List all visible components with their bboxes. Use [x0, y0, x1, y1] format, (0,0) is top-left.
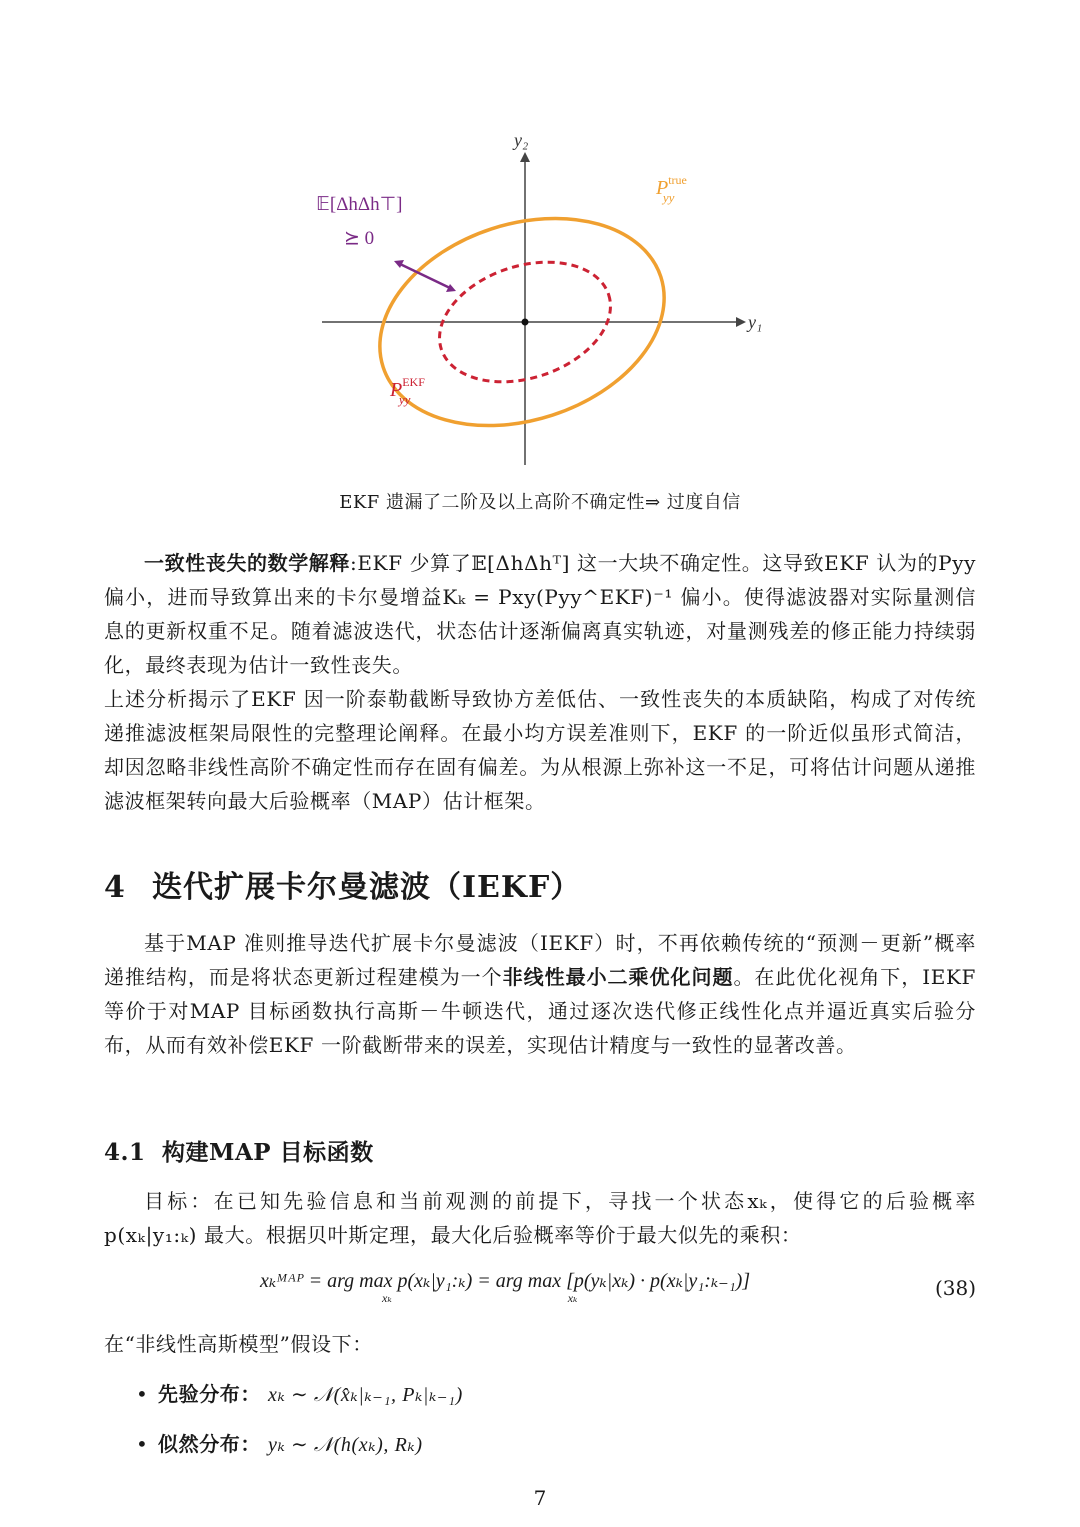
axis-y-label: y₂ — [514, 130, 529, 150]
subsection-number: 4.1 — [104, 1139, 146, 1166]
subsection-title: 构建MAP 目标函数 — [162, 1139, 374, 1166]
bullet-likelihood: • 似然分布： yₖ ∼ 𝒩(h(xₖ), Rₖ) — [136, 1432, 423, 1456]
paragraph-analysis: 上述分析揭示了EKF 因一阶泰勒截断导致协方差低估、一致性丧失的本质缺陷，构成了对传统递推滤波框架局限性的完整理论阐释。在最小均方误差准则下，EKF 的一阶近似虽形式简洁，却因忽略非线性高阶不确定性而存在固有偏差。为从根源上弥补这一不足，可将估计问题从递推滤波框架转向最大后验概率（MAP）估计框架。 — [104, 687, 976, 813]
bullet-prior: • 先验分布： xₖ ∼ 𝒩(x̂ₖ|ₖ₋₁, Pₖ|ₖ₋₁) — [136, 1382, 463, 1406]
x-axis-arrow — [736, 317, 746, 327]
ekf-covariance-label: $P^{EKF}$ yy — [390, 375, 425, 407]
covariance-ellipse-figure — [300, 120, 780, 480]
origin-point — [522, 319, 529, 326]
argmax-subscript-1: xₖ — [382, 1291, 392, 1305]
y-axis-arrow — [520, 152, 530, 162]
bullet-label: 似然分布： — [158, 1432, 261, 1456]
text-after: 。在此优化视角下，IEKF 等价于对MAP 目标函数执行高斯－牛顿迭代，通过逐次迭代修正线性化点并逼近真实后验分布，从而有效补偿EKF 一阶截断带来的误差，实现估计精度与一致性的显著改善。 — [104, 965, 976, 1057]
bullet-math: xₖ ∼ 𝒩(x̂ₖ|ₖ₋₁, Pₖ|ₖ₋₁) — [267, 1384, 463, 1406]
paragraph-iekf — [104, 926, 976, 1062]
paragraph-consistency — [104, 546, 976, 682]
bold-phrase: 非线性最小二乘优化问题 — [502, 965, 734, 989]
section-number: 4 — [104, 870, 126, 905]
subsection-heading — [104, 1134, 374, 1167]
equation-38 — [260, 1268, 820, 1306]
bullet-label: 先验分布： — [158, 1382, 261, 1406]
true-covariance-label: $P^{true}$ yy — [656, 173, 687, 205]
paragraph-text: :EKF 少算了𝔼[ΔhΔhᵀ] 这一大块不确定性。这导致EKF 认为的Pyy 偏小，进而导致算出来的卡尔曼增益Kₖ = Pxy(Pyy^EKF)⁻¹ 偏小。使得滤波器对实际量测信息的更新权重不足。随着滤波迭代，状态估计逐渐偏离真实轨迹，对量测残差的修正能力持续弱化，最终表现为估计一致性丧失。 — [104, 551, 976, 677]
delta-expectation-label: 𝔼[ΔhΔh⊤] — [316, 194, 403, 215]
paragraph-objective: 目标：在已知先验信息和当前观测的前提下，寻找一个状态xₖ，使得它的后验概率p(xₖ|y₁:ₖ) 最大。根据贝叶斯定理，最大化后验概率等价于最大似先的乘积： — [104, 1189, 976, 1247]
figure-caption: EKF 遗漏了二阶及以上高阶不确定性⇒ 过度自信 — [339, 492, 741, 513]
text-before: 基于MAP 准则推导迭代扩展卡尔曼滤波（IEKF）时，不再依赖传统的“预测－更新”概率递推结构，而是将状态更新过程建模为一个 — [104, 931, 976, 989]
bullet-math: yₖ ∼ 𝒩(h(xₖ), Rₖ) — [267, 1434, 423, 1456]
axis-x-label: y₁ — [748, 312, 763, 332]
section-heading — [104, 862, 581, 906]
assumption-line: 在“非线性高斯模型”假设下： — [104, 1332, 373, 1356]
equation-number: (38) — [934, 1276, 976, 1300]
psd-label: ⪰ 0 — [344, 228, 375, 249]
argmax-subscript-2: xₖ — [567, 1291, 578, 1305]
page-number: 7 — [533, 1486, 547, 1510]
bold-lead: 一致性丧失的数学解释 — [144, 551, 350, 575]
equation-body: xₖᴹᴬᴾ = arg max p(xₖ|y₁:ₖ) = arg max [p(yₖ|xₖ) · p(xₖ|y₁:ₖ₋₁)] — [260, 1270, 751, 1292]
section-title: 迭代扩展卡尔曼滤波（IEKF） — [152, 870, 582, 905]
